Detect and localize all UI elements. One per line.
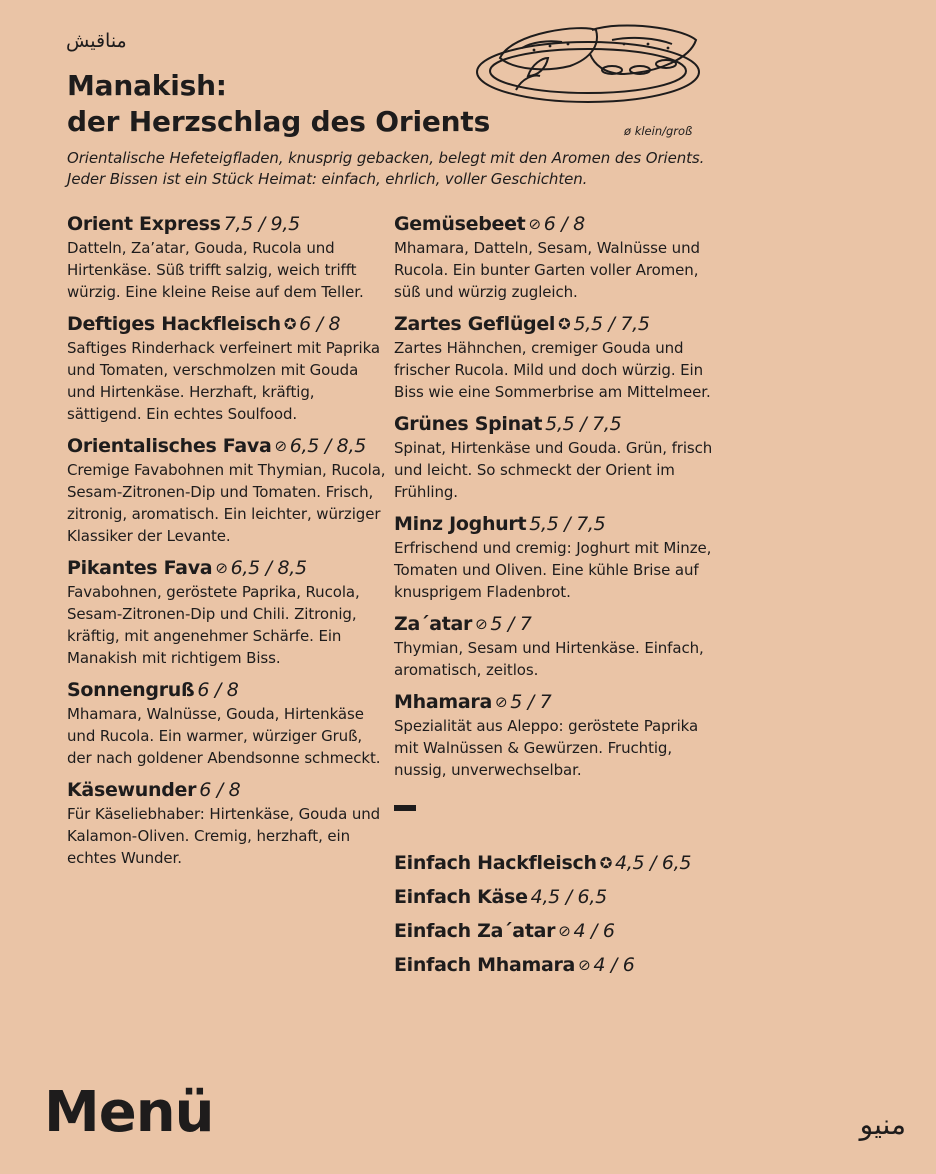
meat-icon: ✪: [558, 315, 571, 333]
item-name: Käsewunder: [67, 779, 197, 801]
menu-item: [394, 612, 724, 681]
menu-item: [394, 312, 724, 403]
vegan-leaf-icon: ⊘: [578, 956, 591, 974]
item-description: Spezialität aus Aleppo: geröstete Paprika mit Walnüssen & Gewürzen. Fruchtig, nussig, unverwechselbar.: [394, 717, 699, 779]
item-price: 6,5 / 8,5: [289, 435, 366, 457]
item-name: Einfach Za´atar: [394, 920, 556, 942]
item-description: Favabohnen, geröstete Paprika, Rucola, Sesam-Zitronen-Dip und Chili. Zitronig, kräftig, mit angenehmer Schärfe. Ein Manakish mit richtigem Biss.: [67, 583, 360, 667]
item-price: 4,5 / 6,5: [530, 886, 607, 908]
item-description: Thymian, Sesam und Hirtenkäse. Einfach, aromatisch, zeitlos.: [394, 639, 704, 679]
item-price: 5 / 7: [510, 691, 552, 713]
meat-icon: ✪: [599, 854, 612, 872]
menu-item: [394, 412, 724, 503]
item-name: Minz Joghurt: [394, 513, 527, 535]
item-name: Orient Express: [67, 213, 221, 235]
section-divider: [394, 805, 416, 811]
menu-item-heading: [67, 434, 387, 459]
menu-item-heading: [394, 512, 724, 537]
item-description: Spinat, Hirtenkäse und Gouda. Grün, frisch und leicht. So schmeckt der Orient im Frühling.: [394, 439, 713, 501]
simple-item: [394, 851, 724, 876]
item-name: Orientalisches Fava: [67, 435, 272, 457]
menu-item: [394, 212, 724, 303]
menu-column-left: [67, 212, 387, 878]
item-description: Datteln, Za’atar, Gouda, Rucola und Hirtenkäse. Süß trifft salzig, weich trifft würzig. Eine kleine Reise auf dem Teller.: [67, 239, 364, 301]
item-price: 4 / 6: [593, 954, 635, 976]
item-price: 4,5 / 6,5: [615, 852, 692, 874]
menu-item-heading: [394, 612, 724, 637]
simple-item: [394, 919, 724, 944]
menu-item: [67, 678, 387, 769]
menu-item: [67, 778, 387, 869]
arabic-menu-label: منيو: [859, 1108, 906, 1141]
menu-item-heading: [67, 556, 387, 581]
page-title: [67, 68, 490, 140]
item-price: 4 / 6: [573, 920, 615, 942]
item-name: Einfach Mhamara: [394, 954, 576, 976]
item-price: 5,5 / 7,5: [545, 413, 622, 435]
vegan-leaf-icon: ⊘: [528, 215, 541, 233]
item-name: Deftiges Hackfleisch: [67, 313, 281, 335]
menu-item: [394, 512, 724, 603]
item-price: 6 / 8: [199, 779, 241, 801]
menu-item: [67, 556, 387, 669]
item-name: Zartes Geflügel: [394, 313, 556, 335]
menu-item: [67, 434, 387, 547]
item-name: Einfach Käse: [394, 886, 528, 908]
size-note: ø klein/groß: [624, 124, 693, 138]
item-name: Sonnengruß: [67, 679, 195, 701]
item-name: Gemüsebeet: [394, 213, 526, 235]
vegan-leaf-icon: ⊘: [494, 693, 508, 711]
menu-item: [67, 212, 387, 303]
simple-item: [394, 885, 724, 910]
menu-item-heading: [394, 690, 724, 715]
vegan-leaf-icon: ⊘: [274, 437, 287, 455]
item-price: 6,5 / 8,5: [230, 557, 307, 579]
item-price: 6 / 8: [543, 213, 585, 235]
item-price: 6 / 8: [299, 313, 341, 335]
menu-item-heading: [67, 778, 387, 803]
menu-column-right: [394, 212, 724, 987]
title-line-1: Manakish:: [67, 69, 227, 102]
simple-item: [394, 953, 724, 978]
item-description: Saftiges Rinderhack verfeinert mit Paprika und Tomaten, verschmolzen mit Gouda und Hirtenkäse. Herzhaft, kräftig, sättigend. Ein echtes Soulfood.: [67, 339, 381, 423]
menu-item: [67, 312, 387, 425]
menu-item-heading: [67, 312, 387, 337]
item-description: Mhamara, Walnüsse, Gouda, Hirtenkäse und Rucola. Ein warmer, würziger Gruß, der nach goldener Abendsonne schmeckt.: [67, 705, 381, 767]
item-price: 5,5 / 7,5: [573, 313, 650, 335]
item-description: Mhamara, Datteln, Sesam, Walnüsse und Rucola. Ein bunter Garten voller Aromen, süß und würzig zugleich.: [394, 239, 700, 301]
menu-item-heading: [67, 212, 387, 237]
menu-label: Menü: [44, 1080, 214, 1145]
title-line-2: der Herzschlag des Orients: [67, 105, 491, 138]
menu-item-heading: [394, 412, 724, 437]
item-description: Für Käseliebhaber: Hirtenkäse, Gouda und Kalamon-Oliven. Cremig, herzhaft, ein echtes Wunder.: [67, 805, 381, 867]
manakish-plate-illustration: [472, 14, 704, 106]
vegan-leaf-icon: ⊘: [215, 559, 228, 577]
vegan-leaf-icon: ⊘: [558, 922, 571, 940]
menu-item-heading: [394, 312, 724, 337]
item-price: 5,5 / 7,5: [529, 513, 606, 535]
item-price: 5 / 7: [490, 613, 532, 635]
menu-item-heading: [67, 678, 387, 703]
intro-text: Orientalische Hefeteigfladen, knusprig gebacken, belegt mit den Aromen des Orients. Jeder Bissen ist ein Stück Heimat: einfach, ehrlich, voller Geschichten.: [67, 149, 705, 188]
arabic-heading: مناقيش: [66, 30, 127, 52]
menu-item-heading: [394, 212, 724, 237]
item-name: Grünes Spinat: [394, 413, 543, 435]
item-name: Einfach Hackfleisch: [394, 852, 597, 874]
item-name: Mhamara: [394, 691, 492, 713]
item-description: Cremige Favabohnen mit Thymian, Rucola, Sesam-Zitronen-Dip und Tomaten. Frisch, zitronig, aromatisch. Ein leichter, würziger Klassiker der Levante.: [67, 461, 386, 545]
vegan-leaf-icon: ⊘: [475, 615, 488, 633]
item-name: Pikantes Fava: [67, 557, 213, 579]
item-name: Za´atar: [394, 613, 473, 635]
item-price: 7,5 / 9,5: [223, 213, 300, 235]
item-price: 6 / 8: [197, 679, 239, 701]
menu-item: [394, 690, 724, 781]
item-description: Erfrischend und cremig: Joghurt mit Minze, Tomaten und Oliven. Eine kühle Brise auf knusprigem Fladenbrot.: [394, 539, 712, 601]
meat-icon: ✪: [283, 315, 297, 333]
item-description: Zartes Hähnchen, cremiger Gouda und frischer Rucola. Mild und doch würzig. Ein Biss wie eine Sommerbrise am Mittelmeer.: [394, 339, 711, 401]
